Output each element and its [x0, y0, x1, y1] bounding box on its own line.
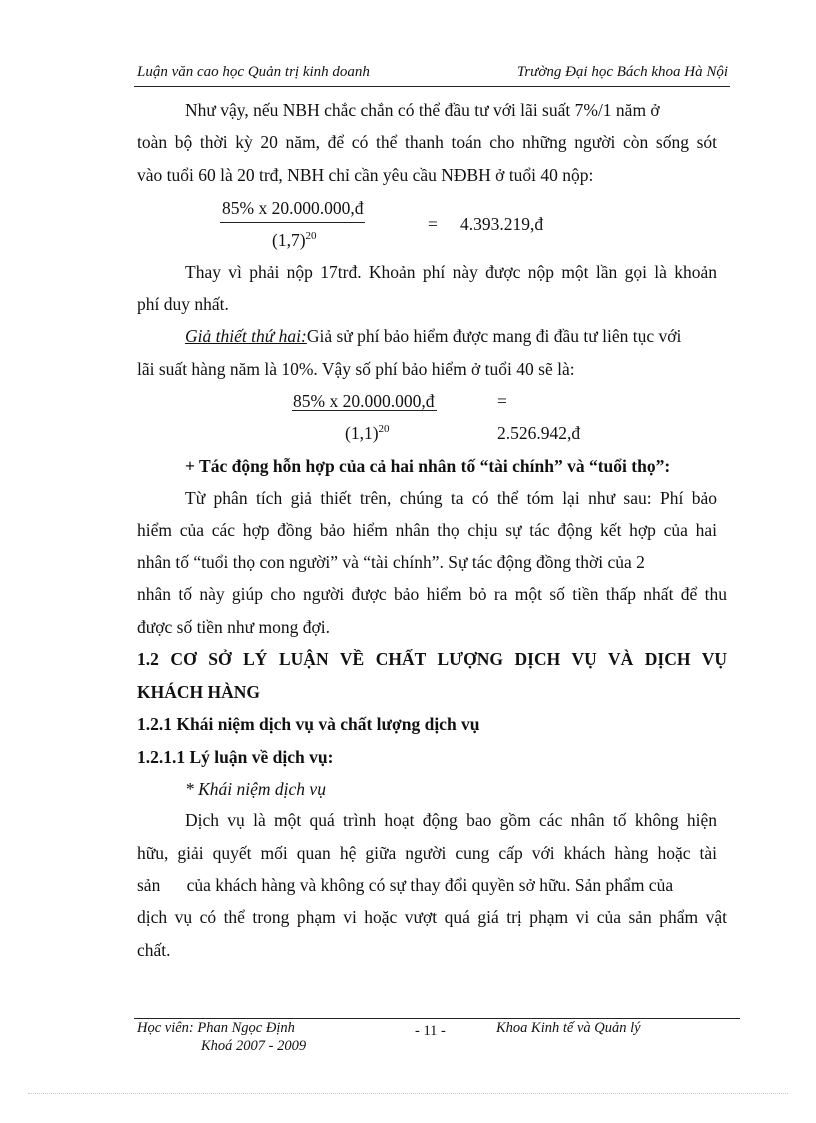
paragraph-line: phí duy nhất.	[137, 294, 229, 314]
paragraph-line: nhân tố “tuổi thọ con người” và “tài chính”. Sự tác động đồng thời của 2	[137, 552, 645, 572]
hypothesis-label: Giả thiết thứ hai:	[185, 326, 307, 346]
paragraph-line: Từ phân tích giả thiết trên, chúng ta có thể tóm lại như sau: Phí bảo	[185, 488, 717, 508]
paragraph-line: vào tuổi 60 là 20 trđ, NBH chỉ cần yêu cầu NĐBH ở tuổi 40 nộp:	[137, 165, 594, 185]
paragraph-line: dịch vụ có thể trong phạm vi hoặc vượt quá giá trị phạm vi của sản phẩm vật	[137, 907, 727, 927]
equation-2-fraction-bar	[292, 410, 437, 411]
equation-1-fraction-bar	[220, 222, 365, 223]
equation-1-numerator: 85% x 20.000.000,đ	[222, 198, 364, 218]
footer-rule	[134, 1018, 740, 1019]
paragraph-line: Giả thiết thứ hai:Giả sử phí bảo hiểm được mang đi đầu tư liên tục với	[185, 326, 682, 346]
header-rule	[134, 86, 730, 87]
equation-2-equals: =	[497, 391, 507, 411]
paragraph-line: hữu, giải quyết mối quan hệ giữa người cung cấp với khách hàng hoặc tài	[137, 843, 717, 863]
paragraph-line: Như vậy, nếu NBH chắc chắn có thể đầu tư với lãi suất 7%/1 năm ở	[185, 100, 660, 120]
bullet-heading: + Tác động hỗn hợp của cả hai nhân tố “tài chính” và “tuổi thọ”:	[185, 456, 671, 476]
subsection-heading: 1.2.1 Khái niệm dịch vụ và chất lượng dịch vụ	[137, 714, 480, 734]
equation-2-result: 2.526.942,đ	[497, 423, 581, 443]
equation-1-equals: =	[428, 214, 438, 234]
equation-1-denominator: $(1,7)^{20}$	[272, 230, 317, 250]
equation-2-denominator: $(1,1)^{20}$	[345, 423, 390, 443]
paragraph-line: được số tiền như mong đợi.	[137, 617, 331, 637]
paragraph-line: hiểm của các hợp đồng bảo hiểm nhân thọ chịu sự tác động kết hợp của hai	[137, 520, 717, 540]
paragraph-line: Dịch vụ là một quá trình hoạt động bao gồm các nhân tố không hiện	[185, 810, 717, 830]
paragraph-line: lãi suất hàng năm là 10%. Vậy số phí bảo hiểm ở tuổi 40 sẽ là:	[137, 359, 575, 379]
header-right-title: Trường Đại học Bách khoa Hà Nội	[516, 64, 728, 80]
footer-student: Học viên: Phan Ngọc Định	[137, 1020, 295, 1036]
concept-label: * Khái niệm dịch vụ	[185, 779, 326, 799]
paragraph-line: nhân tố này giúp cho người được bảo hiểm bỏ ra một số tiền thấp nhất để thu	[137, 584, 727, 604]
equation-1-result: 4.393.219,đ	[460, 214, 544, 234]
header-left-title: Luận văn cao học Quản trị kinh doanh	[137, 64, 370, 80]
page-bottom-dotted-edge	[28, 1093, 788, 1094]
subsubsection-heading: 1.2.1.1 Lý luận về dịch vụ:	[137, 747, 334, 767]
footer-cohort: Khoá 2007 - 2009	[201, 1038, 307, 1054]
paragraph-line: chất.	[137, 940, 171, 960]
section-heading: KHÁCH HÀNG	[137, 682, 260, 702]
paragraph-line: toàn bộ thời kỳ 20 năm, để có thể thanh toán cho những người còn sống sót	[137, 132, 717, 152]
equation-2-numerator: 85% x 20.000.000,đ	[293, 391, 435, 411]
page-number: - 11 -	[415, 1023, 446, 1039]
section-heading: 1.2 CƠ SỞ LÝ LUẬN VỀ CHẤT LƯỢNG DỊCH VỤ VÀ DỊCH VỤ	[137, 649, 727, 669]
footer-faculty: Khoa Kinh tế và Quản lý	[496, 1020, 641, 1036]
paragraph-line: Thay vì phải nộp 17trđ. Khoản phí này được nộp một lần gọi là khoản	[185, 262, 717, 282]
paragraph-line: sản của khách hàng và không có sự thay đổi quyền sở hữu. Sản phẩm của	[137, 875, 674, 895]
